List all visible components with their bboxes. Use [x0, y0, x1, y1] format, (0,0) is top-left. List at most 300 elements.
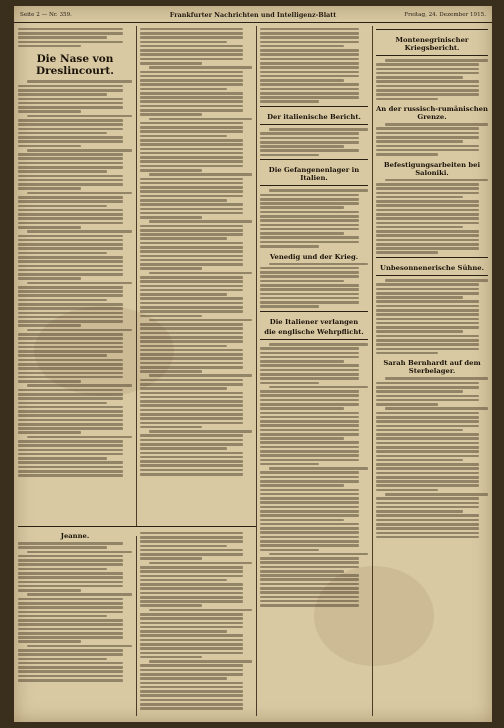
text-line [140, 357, 243, 360]
text-line [260, 364, 359, 367]
text-line [140, 186, 243, 189]
column-rule [372, 26, 373, 716]
text-line [260, 604, 359, 607]
text-line [140, 135, 227, 138]
text-line [376, 476, 479, 479]
text-line [260, 557, 359, 560]
masthead [14, 8, 492, 23]
text-line [260, 245, 319, 248]
text-line [140, 323, 243, 326]
text-line [376, 510, 463, 513]
text-line [260, 32, 359, 35]
text-line [260, 549, 319, 552]
text-line [140, 195, 243, 198]
text-line [376, 514, 479, 517]
text-line [140, 626, 243, 629]
text-line [376, 288, 479, 291]
text-line [260, 275, 359, 278]
text-line [376, 352, 438, 355]
text-line [140, 656, 202, 659]
text-line [140, 353, 243, 356]
text-line [140, 413, 243, 416]
text-line [18, 423, 123, 426]
text-line [376, 93, 479, 96]
text-line [260, 484, 344, 487]
text-line [260, 476, 359, 479]
text-line [18, 217, 123, 220]
text-line [260, 284, 359, 287]
text-line [18, 106, 123, 109]
text-line [260, 570, 344, 573]
text-line [18, 256, 123, 259]
text-line [18, 179, 123, 182]
text-line [18, 414, 123, 417]
text-line [18, 294, 123, 297]
text-line [260, 71, 359, 74]
text-line [260, 352, 359, 355]
text-line [18, 136, 123, 139]
text-line [27, 80, 132, 83]
text-line [140, 617, 243, 620]
text-line [376, 386, 479, 389]
text-line [18, 563, 123, 566]
text-line [385, 279, 488, 282]
text-line [269, 343, 368, 346]
text-line [18, 98, 123, 101]
text-line [27, 384, 132, 387]
text-line [18, 213, 123, 216]
text-line [18, 354, 107, 357]
text-line [260, 53, 359, 56]
text-line [376, 313, 479, 316]
text-line [260, 407, 344, 410]
text-line [260, 600, 359, 603]
text-line [260, 66, 359, 69]
text-line [260, 271, 359, 274]
text-line [260, 510, 359, 513]
text-line [18, 110, 81, 113]
text-line [18, 243, 123, 246]
column-rule [136, 536, 137, 716]
text-line [27, 329, 132, 332]
text-line [376, 480, 479, 483]
text-line [18, 427, 123, 430]
text-line [376, 283, 479, 286]
text-line [376, 390, 463, 393]
text-line [260, 497, 359, 500]
text-line [140, 396, 243, 399]
text-line [260, 578, 359, 581]
text-line [260, 596, 359, 599]
text-line [140, 426, 202, 429]
text-line [376, 230, 479, 233]
text-line [260, 471, 359, 474]
text-line [18, 316, 123, 319]
text-line [260, 75, 359, 78]
text-line [18, 269, 123, 272]
text-line [260, 399, 359, 402]
text-line [376, 292, 479, 295]
text-line [376, 192, 479, 195]
text-line [376, 63, 479, 66]
text-line [140, 566, 243, 569]
text-line [18, 183, 123, 186]
text-line [149, 374, 252, 377]
text-line [18, 658, 107, 661]
text-line [260, 49, 359, 52]
text-line [376, 506, 479, 509]
text-line [18, 123, 123, 126]
text-line [18, 36, 107, 39]
text-line [376, 450, 479, 453]
text-line [140, 452, 243, 455]
text-line [140, 540, 243, 543]
text-line [18, 568, 107, 571]
text-line [140, 647, 243, 650]
text-line [18, 675, 123, 678]
text-line [18, 333, 123, 336]
text-line [140, 699, 243, 702]
text-line [140, 267, 202, 270]
text-line [260, 88, 359, 91]
text-line [260, 501, 359, 504]
column-2 [140, 26, 252, 522]
text-line [18, 324, 81, 327]
text-line [260, 394, 359, 397]
text-line [260, 373, 359, 376]
text-line [18, 649, 123, 652]
text-line [18, 662, 123, 665]
text-line [18, 222, 123, 225]
text-line [18, 380, 81, 383]
text-line [140, 634, 243, 637]
text-line [260, 41, 359, 44]
text-line [18, 128, 123, 131]
column-1 [18, 26, 132, 522]
text-line [260, 215, 359, 218]
text-line [376, 455, 479, 458]
text-line [140, 92, 243, 95]
text-line [18, 41, 123, 44]
text-line [140, 289, 243, 292]
text-line [140, 336, 243, 339]
text-line [18, 342, 123, 345]
text-line [18, 470, 123, 473]
text-line [18, 393, 123, 396]
text-line [140, 113, 202, 116]
text-line [376, 196, 463, 199]
text-line [140, 75, 243, 78]
text-line [18, 320, 123, 323]
article-title-prisoner-camps: Die Gefangenenlager in Italien. [268, 166, 360, 183]
text-line [260, 493, 359, 496]
text-line [140, 447, 227, 450]
text-line [260, 149, 359, 152]
text-line [140, 443, 243, 446]
text-line [140, 105, 243, 108]
column-rule [256, 26, 257, 716]
text-line [140, 434, 243, 437]
text-line [140, 302, 243, 305]
text-line [18, 546, 107, 549]
text-line [140, 88, 227, 91]
text-line [260, 523, 359, 526]
text-line [376, 217, 479, 220]
text-line [18, 265, 123, 268]
text-line [140, 156, 243, 159]
text-line [18, 277, 81, 280]
text-line [140, 250, 243, 253]
newspaper-page [14, 6, 492, 722]
text-line [140, 464, 243, 467]
text-line [18, 239, 123, 242]
text-line [140, 165, 243, 168]
text-line [385, 59, 488, 62]
text-line [260, 198, 359, 201]
text-line [260, 83, 359, 86]
text-line [376, 523, 479, 526]
feuilleton-title: Jeanne. [60, 532, 90, 540]
text-line [260, 416, 359, 419]
text-line [140, 686, 243, 689]
article-title-venice: Venedig und der Krieg. [269, 252, 359, 261]
text-line [260, 519, 344, 522]
text-line [376, 127, 479, 130]
feuilleton-divider [18, 526, 256, 527]
text-line [140, 190, 243, 193]
text-line [18, 205, 107, 208]
text-line [140, 212, 243, 215]
text-line [140, 126, 243, 129]
text-line [140, 259, 243, 262]
text-line [260, 28, 359, 31]
text-line [260, 305, 319, 308]
text-line [18, 290, 123, 293]
text-line [260, 446, 359, 449]
text-line [260, 206, 344, 209]
article-title-italians-demand: Die Italiener verlangen [269, 318, 359, 326]
text-line [140, 639, 243, 642]
text-line [260, 369, 359, 372]
text-line [140, 122, 243, 125]
text-line [260, 58, 359, 61]
text-line [18, 299, 107, 302]
article-title-bernhardt: Sarah Bernhardt auf dem Sterbelager. [383, 359, 481, 376]
text-line [140, 600, 243, 603]
text-line [27, 149, 132, 152]
text-line [376, 472, 479, 475]
text-line [269, 263, 368, 266]
text-line [385, 407, 488, 410]
article-title-italian-report: Der italienische Bericht. [267, 113, 361, 122]
text-line [260, 540, 359, 543]
text-line [260, 79, 344, 82]
text-line [18, 466, 123, 469]
text-line [260, 236, 359, 239]
text-line [260, 531, 359, 534]
page-label: Seite 2 — Nr. 359. [20, 12, 72, 18]
text-line [376, 446, 479, 449]
text-line [376, 433, 479, 436]
text-line [18, 209, 123, 212]
text-line [376, 68, 479, 71]
text-line [140, 362, 243, 365]
text-line [260, 202, 359, 205]
text-line [260, 288, 359, 291]
text-line [18, 410, 123, 413]
text-line [140, 575, 243, 578]
text-line [140, 673, 243, 676]
text-line [18, 636, 123, 639]
text-line [18, 312, 123, 315]
text-line [18, 367, 123, 370]
text-line [260, 141, 359, 144]
text-line [140, 182, 243, 185]
text-line [140, 587, 243, 590]
text-line [140, 216, 202, 219]
text-line [260, 211, 359, 214]
text-line [18, 632, 123, 635]
text-line [260, 566, 359, 569]
text-line [18, 474, 123, 477]
text-line [376, 204, 479, 207]
text-line [376, 89, 479, 92]
text-line [149, 173, 252, 176]
text-line [140, 178, 243, 181]
text-line [18, 286, 123, 289]
text-line [140, 570, 243, 573]
text-line [140, 32, 243, 35]
text-line [376, 536, 479, 539]
text-line [376, 140, 463, 143]
text-line [18, 376, 123, 379]
text-line [260, 62, 359, 65]
text-line [140, 263, 243, 266]
text-line [27, 192, 132, 195]
text-line [376, 247, 479, 250]
text-line [18, 337, 123, 340]
text-line [260, 301, 359, 304]
text-line [18, 431, 81, 434]
text-line [140, 45, 243, 48]
text-line [18, 226, 81, 229]
text-line [140, 169, 202, 172]
text-line [260, 219, 359, 222]
text-line [18, 397, 123, 400]
text-line [260, 228, 359, 231]
text-line [376, 243, 479, 246]
text-line [18, 389, 123, 392]
text-line [376, 382, 479, 385]
text-line [260, 454, 359, 457]
text-line [149, 118, 252, 121]
text-line [376, 459, 463, 462]
text-line [140, 383, 243, 386]
text-line [269, 553, 368, 556]
text-line [140, 536, 243, 539]
text-line [260, 587, 359, 590]
text-line [18, 153, 123, 156]
feuilleton-column-2 [140, 530, 252, 718]
text-line [376, 80, 479, 83]
text-line [140, 400, 243, 403]
text-line [376, 309, 479, 312]
text-line [376, 467, 479, 470]
text-line [140, 387, 227, 390]
text-line [376, 335, 479, 338]
article-title-nase: Die Nase von Dreslincourt. [36, 53, 114, 78]
text-line [18, 32, 123, 35]
text-line [376, 532, 479, 535]
text-line [18, 581, 123, 584]
text-line [18, 449, 123, 452]
text-line [18, 623, 123, 626]
text-line [18, 402, 107, 405]
text-line [376, 296, 463, 299]
text-line [376, 98, 438, 101]
text-line [140, 553, 243, 556]
text-line [149, 66, 252, 69]
text-line [376, 145, 479, 148]
text-line [18, 640, 81, 643]
text-line [18, 611, 123, 614]
text-line [260, 463, 319, 466]
text-line [18, 28, 123, 31]
text-line [140, 439, 243, 442]
text-line [27, 282, 132, 285]
text-line [376, 234, 479, 237]
text-line [140, 549, 243, 552]
text-line [18, 619, 123, 622]
text-line [140, 557, 202, 560]
text-line [376, 72, 479, 75]
text-line [18, 542, 123, 545]
text-line [376, 429, 463, 432]
column-rule [136, 26, 137, 526]
text-line [18, 162, 123, 165]
text-line [376, 395, 479, 398]
text-line [149, 430, 252, 433]
text-line [376, 442, 479, 445]
text-line [260, 382, 319, 385]
text-line [149, 319, 252, 322]
text-line [260, 232, 344, 235]
text-line [140, 225, 243, 228]
text-line [376, 183, 479, 186]
text-line [140, 703, 243, 706]
text-line [376, 339, 479, 342]
text-line [140, 694, 243, 697]
text-line [140, 613, 243, 616]
text-line [27, 593, 132, 596]
text-line [376, 348, 479, 351]
text-line [18, 260, 123, 263]
text-line [18, 628, 123, 631]
text-line [376, 318, 479, 321]
text-line [140, 36, 243, 39]
text-line [18, 615, 107, 618]
text-line [260, 154, 319, 157]
text-line [140, 255, 243, 258]
text-line [140, 41, 227, 44]
text-line [140, 327, 243, 330]
text-line [140, 280, 243, 283]
text-line [260, 574, 359, 577]
text-line [376, 484, 479, 487]
text-line [149, 220, 252, 223]
text-line [140, 596, 243, 599]
text-line [18, 589, 81, 592]
